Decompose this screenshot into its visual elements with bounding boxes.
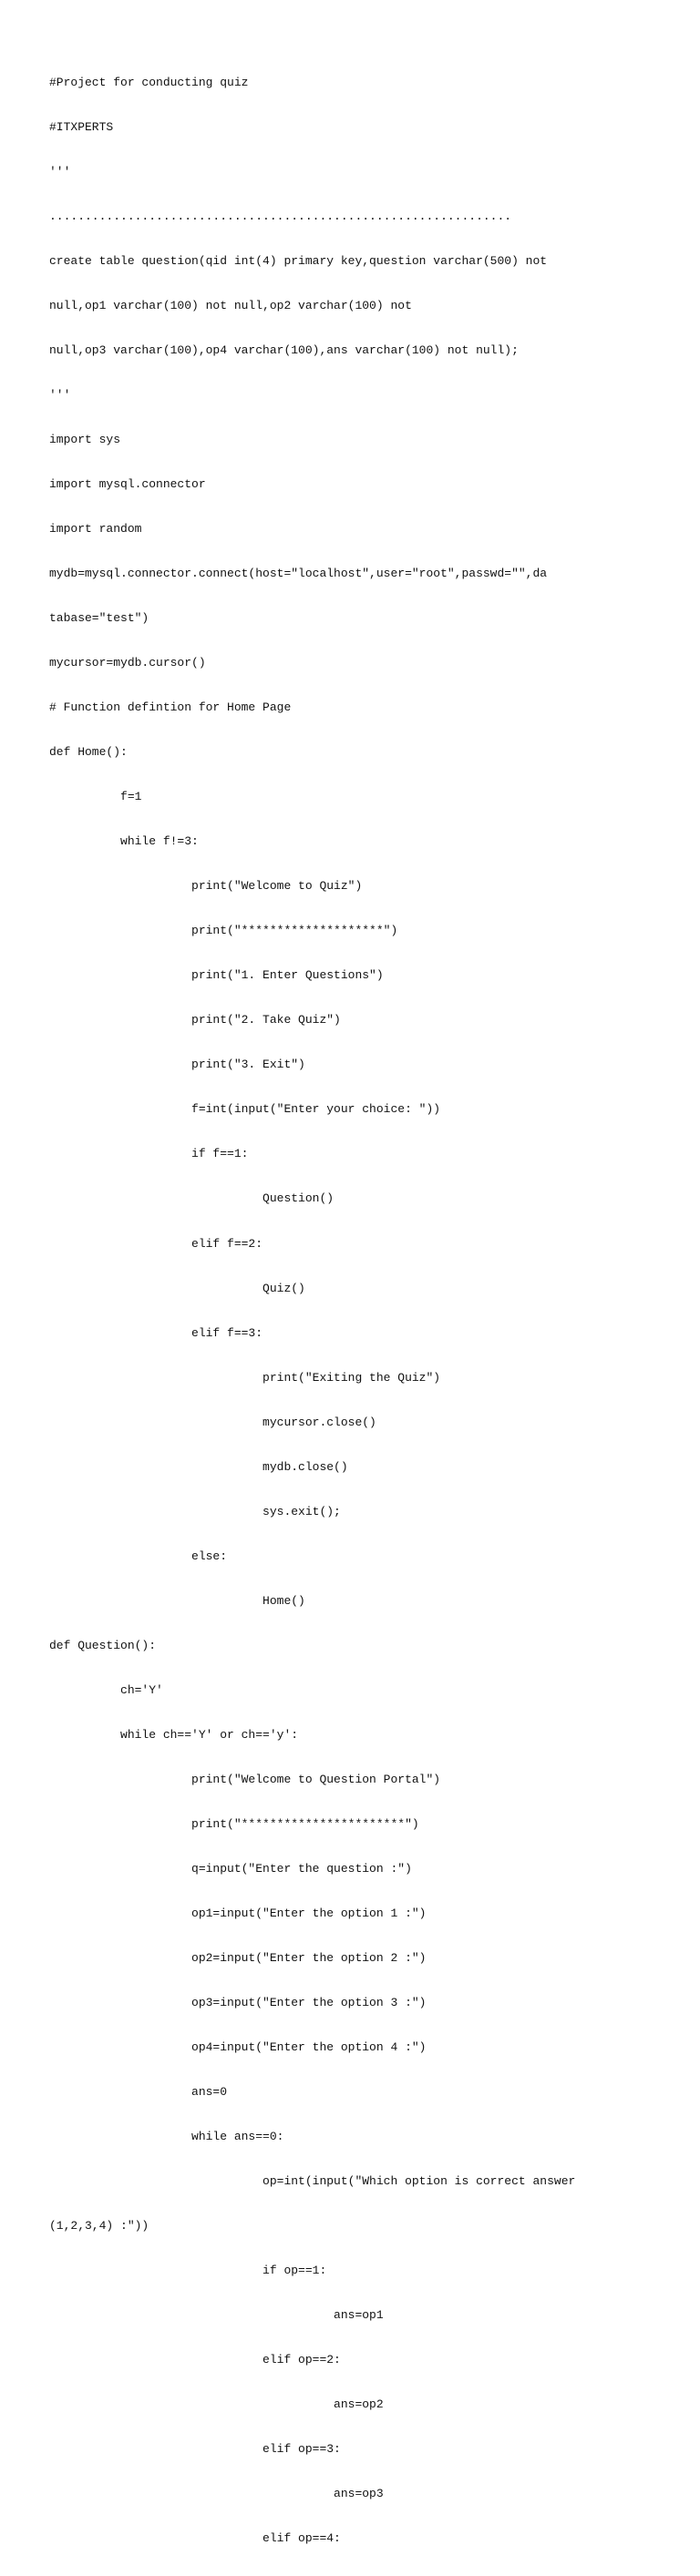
code-line: elif f==3: [49, 1325, 263, 1340]
code-line: #ITXPERTS [49, 119, 114, 134]
code-line: while f!=3: [49, 834, 199, 849]
code-line: q=input("Enter the question :") [49, 1861, 412, 1876]
code-line: op1=input("Enter the option 1 :") [49, 1906, 427, 1920]
code-line: ans=op2 [49, 2397, 384, 2412]
code-line: print("Welcome to Quiz") [49, 879, 363, 894]
code-line: #Project for conducting quiz [49, 75, 249, 89]
code-line: op3=input("Enter the option 3 :") [49, 1996, 427, 2010]
code-line: print("Exiting the Quiz") [49, 1370, 441, 1385]
code-line: while ch=='Y' or ch=='y': [49, 1727, 299, 1742]
code-line: print("***********************") [49, 1816, 419, 1831]
code-line: def Question(): [49, 1638, 157, 1652]
code-line: mycursor=mydb.cursor() [49, 656, 206, 670]
code-line: Home() [49, 1593, 305, 1608]
code-line: print("********************") [49, 924, 398, 938]
code-line: if f==1: [49, 1147, 249, 1161]
code-line: f=1 [49, 790, 142, 804]
code-line: op=int(input("Which option is correct answer [49, 2174, 576, 2189]
code-line: mycursor.close() [49, 1415, 376, 1429]
code-line: (1,2,3,4) :")) [49, 2219, 149, 2234]
code-line: elif op==2: [49, 2353, 341, 2367]
code-line: create table question(qid int(4) primary key,question varchar(500) not [49, 253, 548, 268]
code-line: else: [49, 1549, 228, 1563]
code-line: ans=op3 [49, 2487, 384, 2501]
code-line: elif f==2: [49, 1236, 263, 1251]
code-line: null,op1 varchar(100) not null,op2 varchar(100) not [49, 298, 412, 312]
code-line: elif op==3: [49, 2442, 341, 2457]
code-listing [49, 46, 687, 2576]
code-line: op2=input("Enter the option 2 :") [49, 1951, 427, 1965]
code-line: f=int(input("Enter your choice: ")) [49, 1102, 441, 1117]
code-line: mydb.close() [49, 1459, 348, 1474]
code-line: mydb=mysql.connector.connect(host="localhost",user="root",passwd="",da [49, 567, 548, 581]
code-line: ch='Y' [49, 1682, 163, 1697]
code-line: ans=op1 [49, 2308, 384, 2323]
code-line: import sys [49, 432, 121, 446]
code-line: op4=input("Enter the option 4 :") [49, 2040, 427, 2055]
code-line: print("1. Enter Questions") [49, 968, 384, 983]
code-line: print("2. Take Quiz") [49, 1013, 341, 1027]
code-line: # Function defintion for Home Page [49, 700, 292, 715]
code-line: def Home(): [49, 745, 128, 760]
code-line: sys.exit(); [49, 1504, 341, 1518]
code-line: while ans==0: [49, 2130, 284, 2144]
code-line: ans=0 [49, 2085, 228, 2100]
code-line: Question() [49, 1191, 335, 1206]
code-line: ................................................................. [49, 209, 512, 223]
code-line: import random [49, 522, 142, 536]
code-line: tabase="test") [49, 611, 149, 626]
code-line: import mysql.connector [49, 476, 206, 491]
code-line: print("Welcome to Question Portal") [49, 1772, 441, 1786]
code-line: elif op==4: [49, 2531, 341, 2546]
code-line: Quiz() [49, 1281, 305, 1295]
code-line: ''' [49, 387, 71, 402]
code-line: print("3. Exit") [49, 1058, 305, 1072]
code-line: ''' [49, 164, 71, 179]
code-line: null,op3 varchar(100),op4 varchar(100),ans varchar(100) not null); [49, 342, 519, 357]
code-line: if op==1: [49, 2264, 327, 2278]
